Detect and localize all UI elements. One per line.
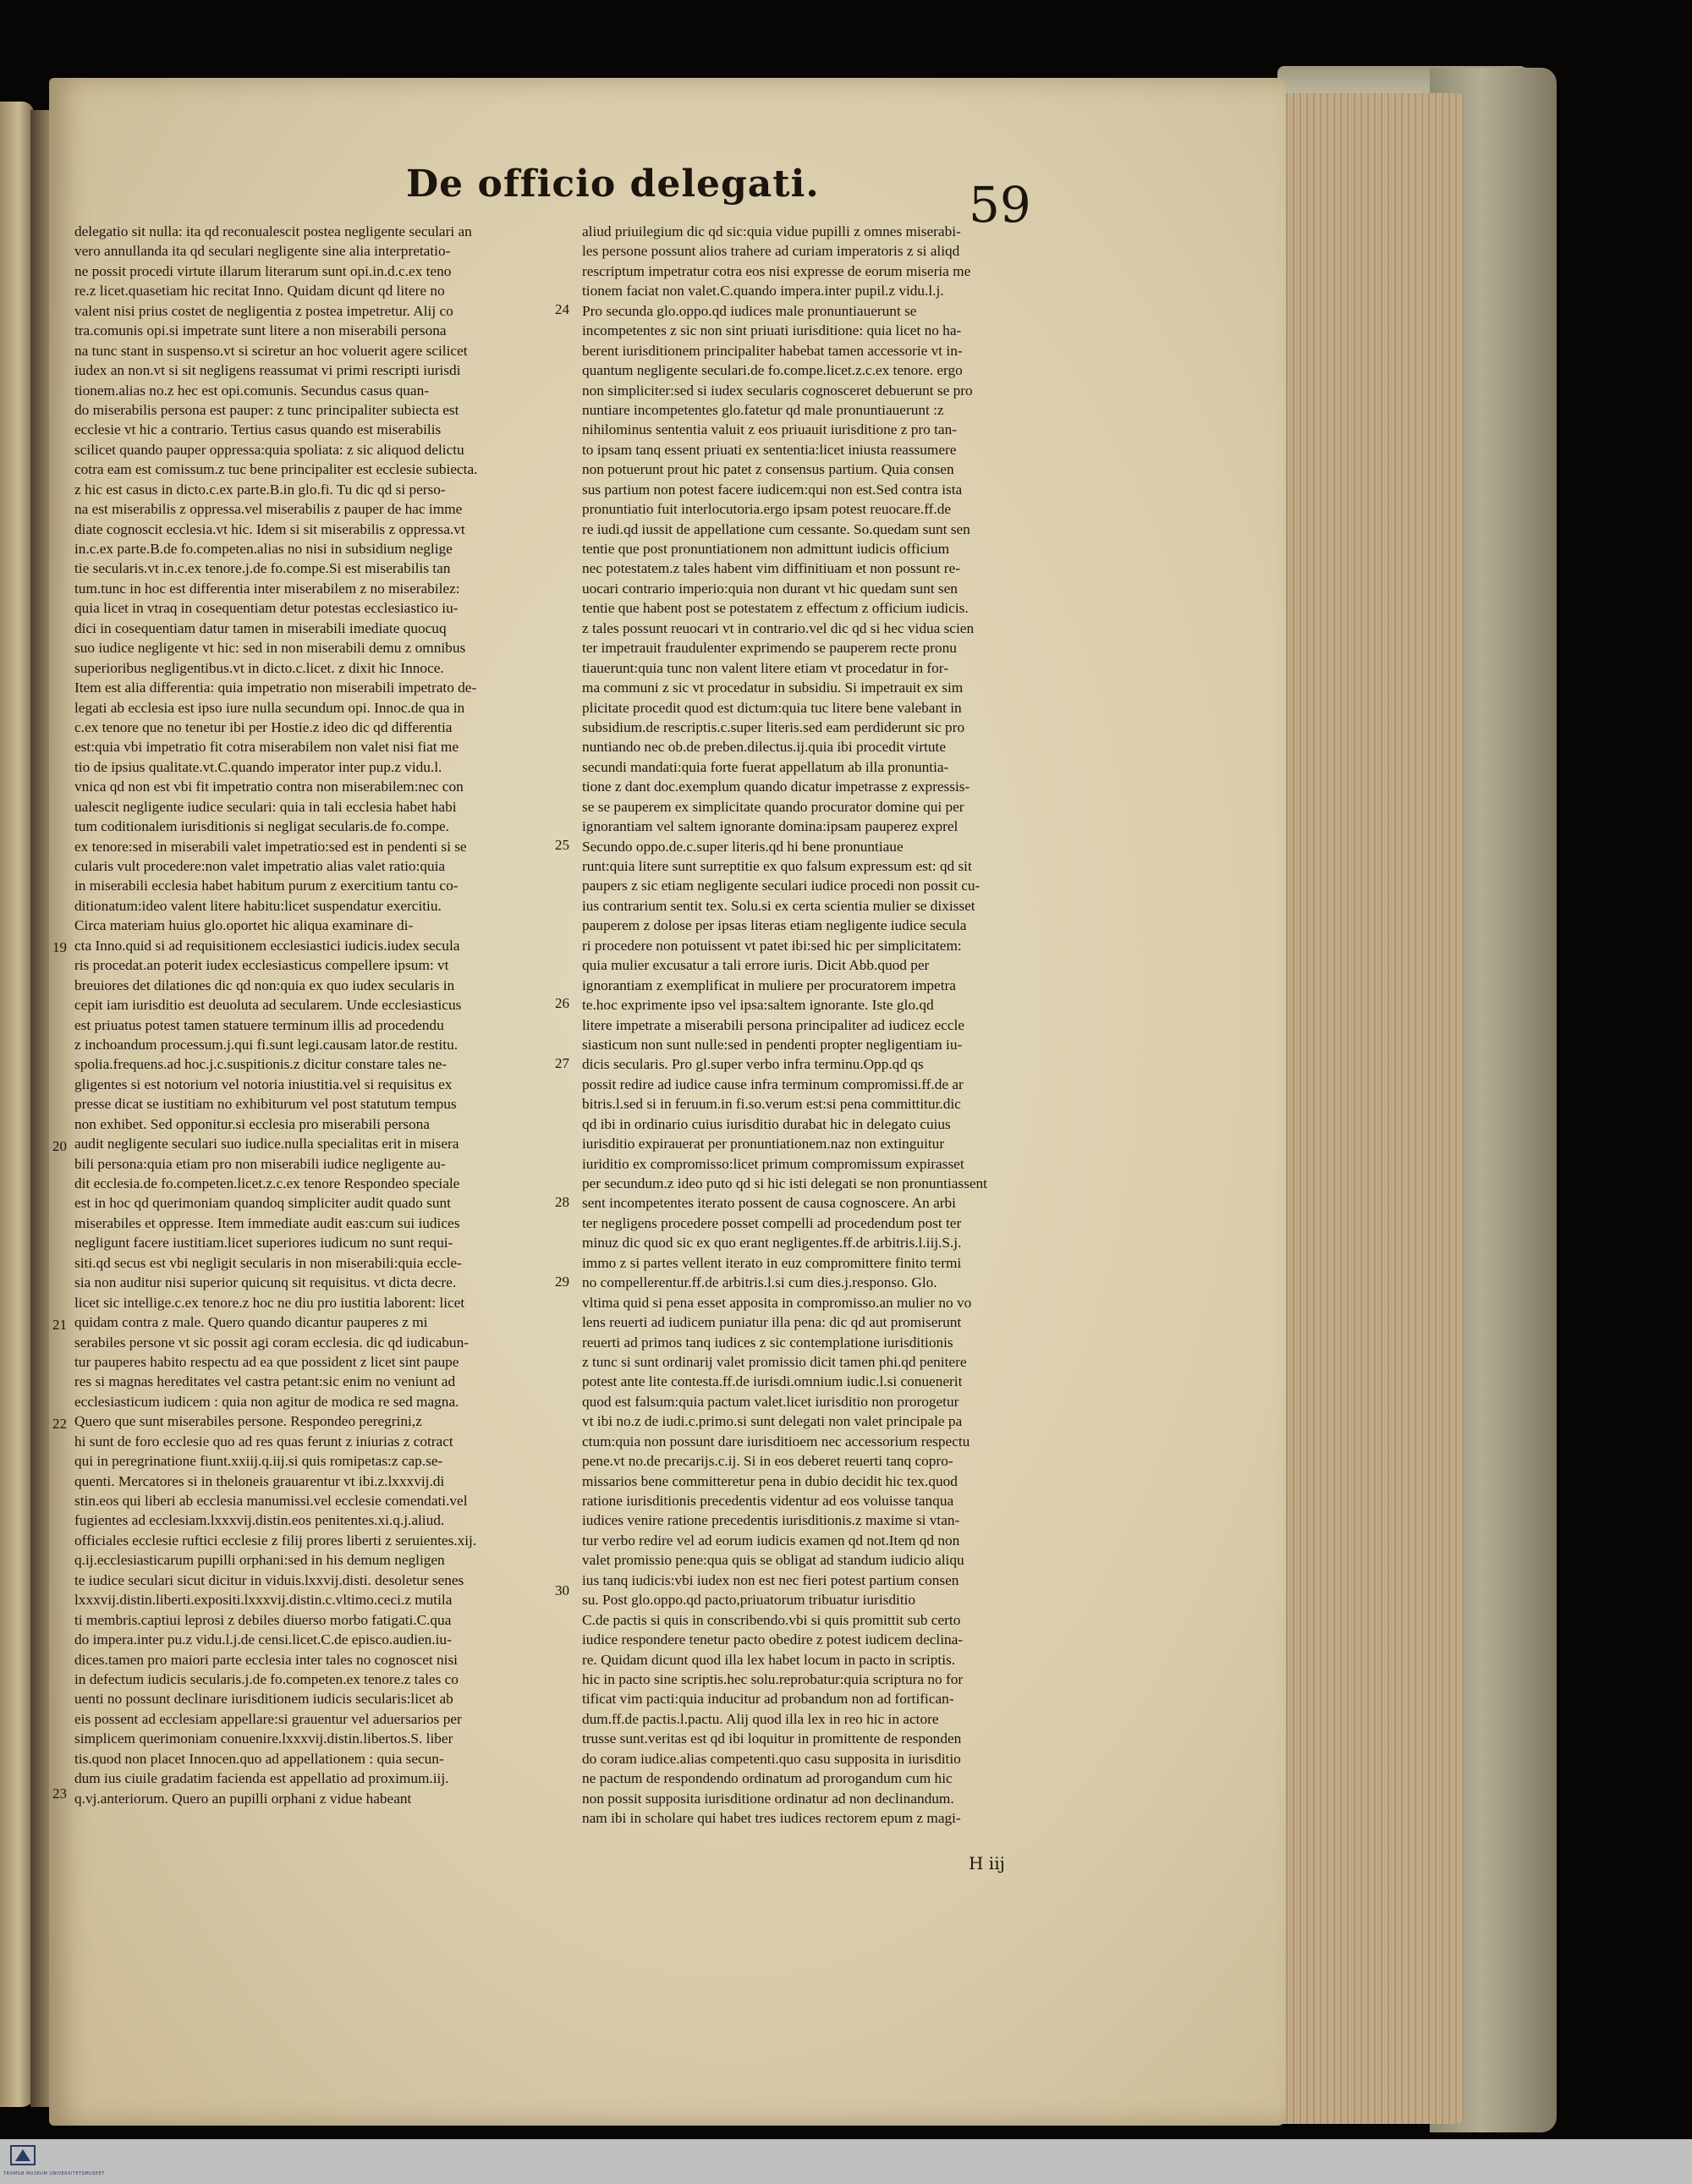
margin-number-27: 27 [555, 1055, 569, 1071]
text-line: re.z licet.quasetiam hic recitat Inno. Quidam dicunt qd litere no [74, 283, 445, 300]
text-line: dices.tamen pro maiori parte ecclesia inter tales no cognoscet nisi [74, 1651, 458, 1668]
text-line: vltima quid si pena esset apposita in compromisso.an mulier no vo [582, 1294, 972, 1311]
text-line: to ipsam tanq essent priuati ex sententia:licet iniusta reassumere [582, 441, 957, 458]
text-line: breuiores det dilationes dic qd non:quia ex quo iudex secularis in [74, 976, 455, 993]
text-line: legati ab ecclesia est ipso iure nulla secundum opi. Innoc.de qua in [74, 699, 465, 716]
text-line: plicitate procedit quod est dictum:quia tuc litere bene valebant in [582, 699, 962, 716]
text-line: missarios bene committeretur pena in dubio decidit hic tex.quod [582, 1472, 958, 1489]
signature-mark: H iij [969, 1853, 1005, 1873]
text-line: Quero que sunt miserabiles persone. Respondeo peregrini,z [74, 1413, 422, 1430]
text-line: tio de ipsius qualitate.vt.C.quando imperator inter pup.z vidu.l. [74, 758, 442, 775]
text-line: bitris.l.sed si in feruum.in fi.so.verum est:si pena committitur.dic [582, 1096, 961, 1113]
text-line: res si magnas hereditates vel castra petant:sic enim no veniunt ad [74, 1373, 456, 1390]
text-line: sent incompetentes iterato possent de causa cognoscere. An arbi [582, 1195, 956, 1212]
margin-number-26: 26 [555, 995, 569, 1011]
text-line: quia licet in vtraq in cosequentiam detur potestas ecclesiastico iu- [74, 600, 459, 617]
margin-number-25: 25 [555, 837, 569, 853]
text-line: nuntiando nec ob.de preben.dilectus.ij.quia ibi procedit virtute [582, 739, 946, 756]
text-line: ecclesiasticum iudicem : quia non agitur de modica re sed magna. [74, 1393, 459, 1410]
text-line: dum.ff.de pactis.l.pactu. Alij quod illa lex in reo hic in actore [582, 1710, 939, 1727]
text-line: trusse sunt.veritas est qd ibi loquitur in promittente de responden [582, 1730, 962, 1747]
text-line: te.hoc exprimente ipso vel ipsa:saltem ignorante. Iste glo.qd [582, 997, 934, 1014]
text-line: Pro secunda glo.oppo.qd iudices male pronuntiauerunt se [582, 302, 917, 319]
text-line: dum ius ciuile gradatim facienda est appellatio ad proximum.iij. [74, 1770, 449, 1787]
text-line: ti membris.captiui leprosi z debiles diuerso morbo fatigati.C.qua [74, 1611, 452, 1628]
text-line: spolia.frequens.ad hoc.j.c.suspitionis.z dicitur constare tales ne- [74, 1056, 448, 1073]
text-line: in defectum iudicis secularis.j.de fo.competen.ex tenore.z tales co [74, 1670, 459, 1687]
text-line: quidam contra z male. Quero quando dicantur pauperes z mi [74, 1314, 428, 1331]
text-line: ter impetrauit fraudulenter exprimendo se pauperem recte pronu [582, 640, 957, 657]
text-line: potest ante lite contesta.ff.de iurisdi.omnium iudic.l.si conuenerit [582, 1373, 963, 1390]
text-line: pene.vt no.de precarijs.c.ij. Si in eos deberet reuerti tanq copro- [582, 1453, 953, 1470]
text-line: iurisditio expirauerat per pronuntiationem.naz non extinguitur [582, 1136, 945, 1153]
text-line: ecclesie vt hic a contrario. Tertius casus quando est miserabilis [74, 421, 442, 438]
text-line: non exhibet. Sed opponitur.si ecclesia pro miserabili persona [74, 1115, 430, 1132]
text-line: gligentes si est notorium vel notoria iniustitia.vel si requisitus ex [74, 1075, 453, 1092]
text-line: iudice respondere tenetur pacto obedire z potest iudicem declina- [582, 1631, 964, 1648]
running-head: De officio delegati. [406, 162, 820, 206]
margin-number-22: 22 [52, 1416, 67, 1432]
text-line: cepit iam iurisditio est deuoluta ad secularem. Unde ecclesiasticus [74, 997, 462, 1014]
text-line: tis.quod non placet Innocen.quo ad appellationem : quia secun- [74, 1750, 444, 1767]
text-line: secundi mandati:quia forte fuerat appellatum ab illa pronuntia- [582, 758, 949, 775]
text-line: sus partium non potest facere iudicem:qui non est.Sed contra ista [582, 481, 963, 498]
text-line: iudices venire ratione precedentis iurisditionis.z maxime si vtan- [582, 1512, 960, 1529]
text-line: siti.qd secus est vbi negligit secularis in non miserabili:quia eccle- [74, 1254, 462, 1271]
text-line: immo z si partes vellent iterato in euz compromittere finito termi [582, 1254, 962, 1271]
text-line: simplicem querimoniam conuenire.lxxxvij.distin.libertos.S. liber [74, 1730, 453, 1747]
text-line: dicis secularis. Pro gl.super verbo infra terminu.Opp.qd qs [582, 1056, 924, 1073]
text-line: les persone possunt alios trahere ad curiam imperatoris z si aliqd [582, 243, 960, 260]
text-line: hic in pacto sine scriptis.hec solu.reprobatur:quia scriptura no for [582, 1670, 964, 1687]
text-line: tentie que habent post se potestatem z effectum z officium iudicis. [582, 600, 969, 617]
text-line: officiales ecclesie ruftici ecclesie z filij prores liberti z seruientes.xij. [74, 1532, 477, 1549]
text-line: quenti. Mercatores si in theloneis grauarentur vt ibi.z.lxxxvij.di [74, 1472, 445, 1489]
folio-number: 59 [969, 176, 1031, 234]
text-line: vero annullanda ita qd seculari negligente sine alia interpretatio- [74, 243, 451, 260]
text-line: bili persona:quia etiam pro non miserabili iudice negligente au- [74, 1155, 446, 1172]
text-line: pauperem z dolose per ipsas literas etiam negligente iudice secula [582, 917, 967, 934]
text-line: ma communi z sic vt procedatur in subsidiu. Si impetrauit ex sim [582, 679, 964, 696]
text-line: diate cognoscit ecclesia.vt hic. Idem si sit miserabilis z oppressa.vt [74, 520, 465, 537]
text-line: tur verbo redire vel ad eorum iudicis examen qd not.Item qd non [582, 1532, 960, 1549]
text-line: rescriptum impetratur cotra eos nisi expresse de eorum miseria me [582, 262, 971, 279]
text-line: siasticum non sunt nulle:sed in pendenti propter negligentiam iu- [582, 1036, 963, 1053]
text-line: Circa materiam huius glo.oportet hic aliqua examinare di- [74, 917, 414, 934]
text-line: valent nisi prius costet de negligentia z postea impetretur. Alij co [74, 302, 453, 319]
text-line: pronuntiatio fuit interlocutoria.ergo ipsam potest reuocare.ff.de [582, 501, 952, 518]
text-line: se se pauperem ex simplicitate quando procurator domine qui per [582, 798, 964, 815]
text-line: valet promissio pene:qua quis se obligat ad standum iudicio aliqu [582, 1552, 964, 1569]
text-line: ctum:quia non possunt dare iurisditioem nec accessorium respectu [582, 1433, 970, 1450]
text-line: do impera.inter pu.z vidu.l.j.de censi.licet.C.de episco.audien.iu- [74, 1631, 452, 1648]
text-line: uocari contrario imperio:quia non durant vt hic quedam sunt sen [582, 580, 958, 597]
text-line: na tunc stant in suspenso.vt si sciretur an hoc voluerit agere scilicet [74, 342, 468, 359]
text-line: quod est falsum:quia pactum valet.licet iurisditio non prorogetur [582, 1393, 959, 1410]
text-line: hi sunt de foro ecclesie quo ad res quas ferunt z iniurias z cotract [74, 1433, 453, 1450]
text-line: ter negligens procedere posset compelli ad procedendum post ter [582, 1214, 962, 1231]
text-line: lxxxvij.distin.liberti.expositi.lxxxvij.distin.c.vltimo.ceci.z mutila [74, 1592, 453, 1609]
text-line: paupers z sic etiam negligente seculari iudice procedi non possit cu- [582, 877, 981, 894]
text-line: re iudi.qd iussit de appellatione cum cessante. So.quedam sunt sen [582, 520, 970, 537]
text-line: ius contrarium sentit tex. Solu.si ex certa scientia mulier se dixisset [582, 897, 975, 914]
text-line: ditionatum:ideo valent litere habitu:licet suspendatur exercitiu. [74, 897, 442, 914]
text-line: re. Quidam dicunt quod illa lex habet locum in pacto in scriptis. [582, 1651, 956, 1668]
text-line: ratione iurisditionis precedentis videntur ad eos voluisse tanqua [582, 1493, 954, 1509]
text-line: miserabiles et oppresse. Item immediate audit eas:cum sui iudices [74, 1214, 460, 1231]
text-line: tra.comunis opi.si impetrate sunt litere a non miserabili persona [74, 322, 447, 339]
text-line: ignorantiam vel saltem ignorante domina:ipsam pauperez exprel [582, 818, 959, 835]
text-line: nihilominus sententia valuit z eos priuauit iurisditione z pro tan- [582, 421, 957, 438]
text-line: dit ecclesia.de fo.competen.licet.z.c.ex tenore Respondeo speciale [74, 1175, 460, 1191]
text-line: tum coditionalem iurisditionis si negligat secularis.de fo.compe. [74, 818, 449, 835]
text-line: do miserabilis persona est pauper: z tunc principaliter subiecta est [74, 401, 459, 418]
margin-number-28: 28 [555, 1194, 569, 1210]
text-line: reuerti ad primos tanq iudices z sic contemplatione iurisditionis [582, 1334, 953, 1351]
text-line: tentie que post pronuntiationem non admittunt iudicis officium [582, 541, 950, 557]
margin-number-19: 19 [52, 939, 67, 955]
text-line: C.de pactis si quis in conscribendo.vbi si quis promittit sub certo [582, 1611, 961, 1628]
text-line: uenti no possunt declinare iurisditionem iudicis secularis:licet ab [74, 1691, 453, 1708]
text-line: qd ibi in ordinario cuius iurisditio durabat hic in delegato cuius [582, 1115, 951, 1132]
text-line: in miserabili ecclesia habet habitum purum z exercitium tantu co- [74, 877, 459, 894]
margin-number-23: 23 [52, 1785, 67, 1802]
text-line: per secundum.z ideo puto qd si hic isti delegati se non pronuntiassent [582, 1175, 987, 1191]
text-line: nuntiare incompetentes glo.fatetur qd male pronuntiauerunt :z [582, 401, 944, 418]
text-line: sia non auditur nisi superior quicunq sit requisitus. vt dicta decre. [74, 1274, 457, 1291]
text-line: c.ex tenore que no tenetur ibi per Hostie.z ideo dic qd differentia [74, 718, 453, 735]
text-line: cta Inno.quid si ad requisitionem ecclesiastici iudicis.iudex secula [74, 937, 460, 954]
text-line: est in hoc qd querimoniam quandoq simpliciter audit quado sunt [74, 1195, 451, 1212]
text-line: z tunc si sunt ordinarij valet promissio dicit tamen phi.qd penitere [582, 1353, 967, 1370]
text-line: fugientes ad ecclesiam.lxxxvij.distin.eos penitentes.xi.q.j.aliud. [74, 1512, 445, 1529]
text-line: lens reuerti ad iudicem puniatur illa pena: dic qd aut promiserunt [582, 1314, 962, 1331]
text-line: ne pactum de respondendo ordinatum ad prorogandum cum hic [582, 1770, 953, 1787]
text-line: iuriditio ex compromisso:licet primum compromissum expirasset [582, 1155, 964, 1172]
text-line: do coram iudice.alias competenti.quo casu supposita in iurisditio [582, 1750, 961, 1767]
margin-number-30: 30 [555, 1582, 569, 1598]
text-line: est priuatus potest tamen statuere terminum illis ad procedendu [74, 1016, 444, 1033]
margin-number-24: 24 [555, 301, 569, 317]
text-line: z tales possunt reuocari vt in contrario.vel dic qd si hec vidua scien [582, 619, 975, 636]
page-stack-fore-edge [1269, 93, 1464, 2124]
text-line: ignorantiam z exemplificat in muliere per procuratorem impetra [582, 976, 956, 993]
text-line: possit redire ad iudice cause infra terminum compromissi.ff.de ar [582, 1075, 964, 1092]
margin-number-21: 21 [52, 1317, 67, 1333]
text-line: tione z dant doc.exemplum quando dicatur impetrasse z expressis- [582, 778, 970, 795]
left-text-column [74, 222, 553, 1808]
text-line: tiauerunt:quia tunc non valent litere etiam vt procedatur in for- [582, 659, 948, 676]
text-line: non potuerunt prout hic patet z consensus partium. Quia consen [582, 461, 954, 478]
text-line: quantum negligente seculari.de fo.compe.licet.z.c.ex tenore. ergo [582, 362, 963, 379]
text-line: iudex an non.vt si sit negligens reassumat vi primi rescripti iurisdi [74, 362, 461, 379]
text-line: no compellerentur.ff.de arbitris.l.si cum dies.j.responso. Glo. [582, 1274, 937, 1291]
margin-number-20: 20 [52, 1138, 67, 1154]
text-line: nec potestatem.z tales habent vim diffinitiuam et non possunt re- [582, 560, 960, 577]
text-line: cularis vult procedere:non valet impetratio alias valet ratio:quia [74, 858, 446, 874]
text-line: berent iurisditionem principaliter habebat tamen accessorie vt in- [582, 342, 963, 359]
left-page-edge [0, 102, 34, 2107]
text-line: ris procedat.an poterit iudex ecclesiasticus compellere ipsum: vt [74, 957, 449, 974]
text-line: stin.eos qui liberi ab ecclesia manumissi.vel ecclesie comendati.vel [74, 1493, 468, 1509]
text-line: quia mulier excusatur a tali errore iuris. Dicit Abb.quod per [582, 957, 930, 974]
text-line: negligunt facere iustitiam.licet superiores iudicum no sunt requi- [74, 1235, 453, 1252]
text-line: tie secularis.vt in.c.ex tenore.j.de fo.compe.Si est miserabilis tan [74, 560, 451, 577]
margin-number-29: 29 [555, 1274, 569, 1290]
text-line: ne possit procedi virtute illarum literarum sunt opi.in.d.c.ex teno [74, 262, 452, 279]
text-line: minuz dic quod sic ex quo erant negligentes.ff.de arbitris.l.iij.S.j. [582, 1235, 962, 1252]
text-line: aliud priuilegium dic qd sic:quia vidue pupilli z omnes miserabi- [582, 223, 961, 239]
right-text-column [582, 222, 1093, 1828]
text-line: audit negligente seculari suo iudice.nulla specialitas erit in misera [74, 1136, 459, 1153]
text-line: ius tanq iudicis:vbi iudex non est nec fieri potest partium consen [582, 1571, 959, 1588]
text-line: tionem faciat non valet.C.quando impera.inter pupil.z vidu.l.j. [582, 283, 944, 300]
text-line: ex tenore:sed in miserabili valet impetratio:sed est in pendenti si se [74, 838, 467, 855]
text-line: suo iudice negligente vt hic: sed in non miserabili demu z omnibus [74, 640, 466, 657]
text-line: vnica qd non est vbi fit impetratio contra non miserabilem:nec con [74, 778, 464, 795]
text-line: superioribus negligentibus.vt in dicto.c.licet. z dixit hic Innoce. [74, 659, 444, 676]
text-line: eis possent ad ecclesiam appellare:si grauentur vel aduersarios per [74, 1710, 462, 1727]
text-line: qui in peregrinatione fiunt.xxiij.q.iij.si quis romipetas:z cap.se- [74, 1453, 443, 1470]
text-line: vt ibi no.z de iudi.c.primo.si sunt delegati non valet principale pa [582, 1413, 963, 1430]
text-line: non possit supposita iurisditione ordinatur ad non declinandum. [582, 1790, 954, 1807]
text-line: cotra eam est comissum.z tuc bene principaliter est ecclesie subiecta. [74, 461, 478, 478]
text-line: scilicet quando pauper oppressa:quia spoliata: z sic aliquod delictu [74, 441, 464, 458]
text-line: litere impetrate a miserabili persona principaliter ad iudicez eccle [582, 1016, 964, 1033]
text-line: delegatio sit nulla: ita qd reconualescit postea negligente seculari an [74, 223, 472, 239]
text-line: z hic est casus in dicto.c.ex parte.B.in glo.fi. Tu dic qd si perso- [74, 481, 446, 498]
text-line: incompetentes z sic non sint priuati iurisditione: quia licet no ha- [582, 322, 962, 339]
text-line: tificat vim pacti:quia inducitur ad probandum non ad fortifican- [582, 1691, 954, 1708]
text-line: runt:quia litere sunt surreptitie ex quo falsum expressum est: qd sit [582, 858, 972, 874]
text-line: nam ibi in scholare qui habet tres iudices rectorem epum z magi- [582, 1810, 961, 1826]
text-line: na est miserabilis z oppressa.vel miserabilis z pauper de hac imme [74, 501, 463, 518]
text-line: te iudice seculari sicut dicitur in viduis.lxxvij.disti. desoletur senes [74, 1571, 464, 1588]
text-line: ualescit negligente iudice seculari: quia in tali ecclesia habet habi [74, 798, 457, 815]
library-logo-text: TROMSØ MUSEUM UNIVERSITETSMUSEET [3, 2171, 105, 2176]
text-line: dici in cosequentiam datur tamen in miserabili imediate quocuq [74, 619, 447, 636]
text-line: subsidium.de rescriptis.c.super literis.sed eam perdiderunt sic pro [582, 718, 965, 735]
text-line: tum.tunc in hoc est differentia inter miserabilem z no miserabilez: [74, 580, 460, 597]
text-line: z inchoandum processum.j.qui fi.sunt legi.causam lator.de restitu. [74, 1036, 459, 1053]
text-line: est:quia vbi impetratio fit cotra miserabilem non valet nisi fiat me [74, 739, 459, 756]
text-line: q.vj.anteriorum. Quero an pupilli orphani z vidue habeant [74, 1790, 412, 1807]
text-line: Item est alia differentia: quia impetratio non miserabili impetrato de- [74, 679, 477, 696]
text-line: q.ij.ecclesiasticarum pupilli orphani:sed in his demum negligen [74, 1552, 445, 1569]
text-line: tionem.alias no.z hec est opi.comunis. Secundus casus quan- [74, 382, 429, 399]
text-line: in.c.ex parte.B.de fo.competen.alias no nisi in subsidium neglige [74, 541, 453, 557]
text-line: serabiles persone vt sic possit agi coram ecclesia. dic qd iudicabun- [74, 1334, 469, 1351]
text-line: tur pauperes habito respectu ad ea que possident z licet sint paupe [74, 1353, 459, 1370]
text-line: non simpliciter:sed si iudex secularis cognosceret debuerunt se pro [582, 382, 973, 399]
viewer-footer-bar [0, 2139, 1692, 2184]
text-line: presse dicat se iustitiam no exhibiturum vel post statutum tempus [74, 1096, 457, 1113]
text-line: su. Post glo.oppo.qd pacto,priuatorum tribuatur iurisditio [582, 1592, 916, 1609]
text-line: Secundo oppo.de.c.super literis.qd hi bene pronuntiaue [582, 838, 904, 855]
text-line: ri procedere non potuissent vt patet ibi:sed hic per simplicitatem: [582, 937, 962, 954]
text-line: licet sic intellige.c.ex tenore.z hoc ne diu pro iustitia laborent: licet [74, 1294, 465, 1311]
